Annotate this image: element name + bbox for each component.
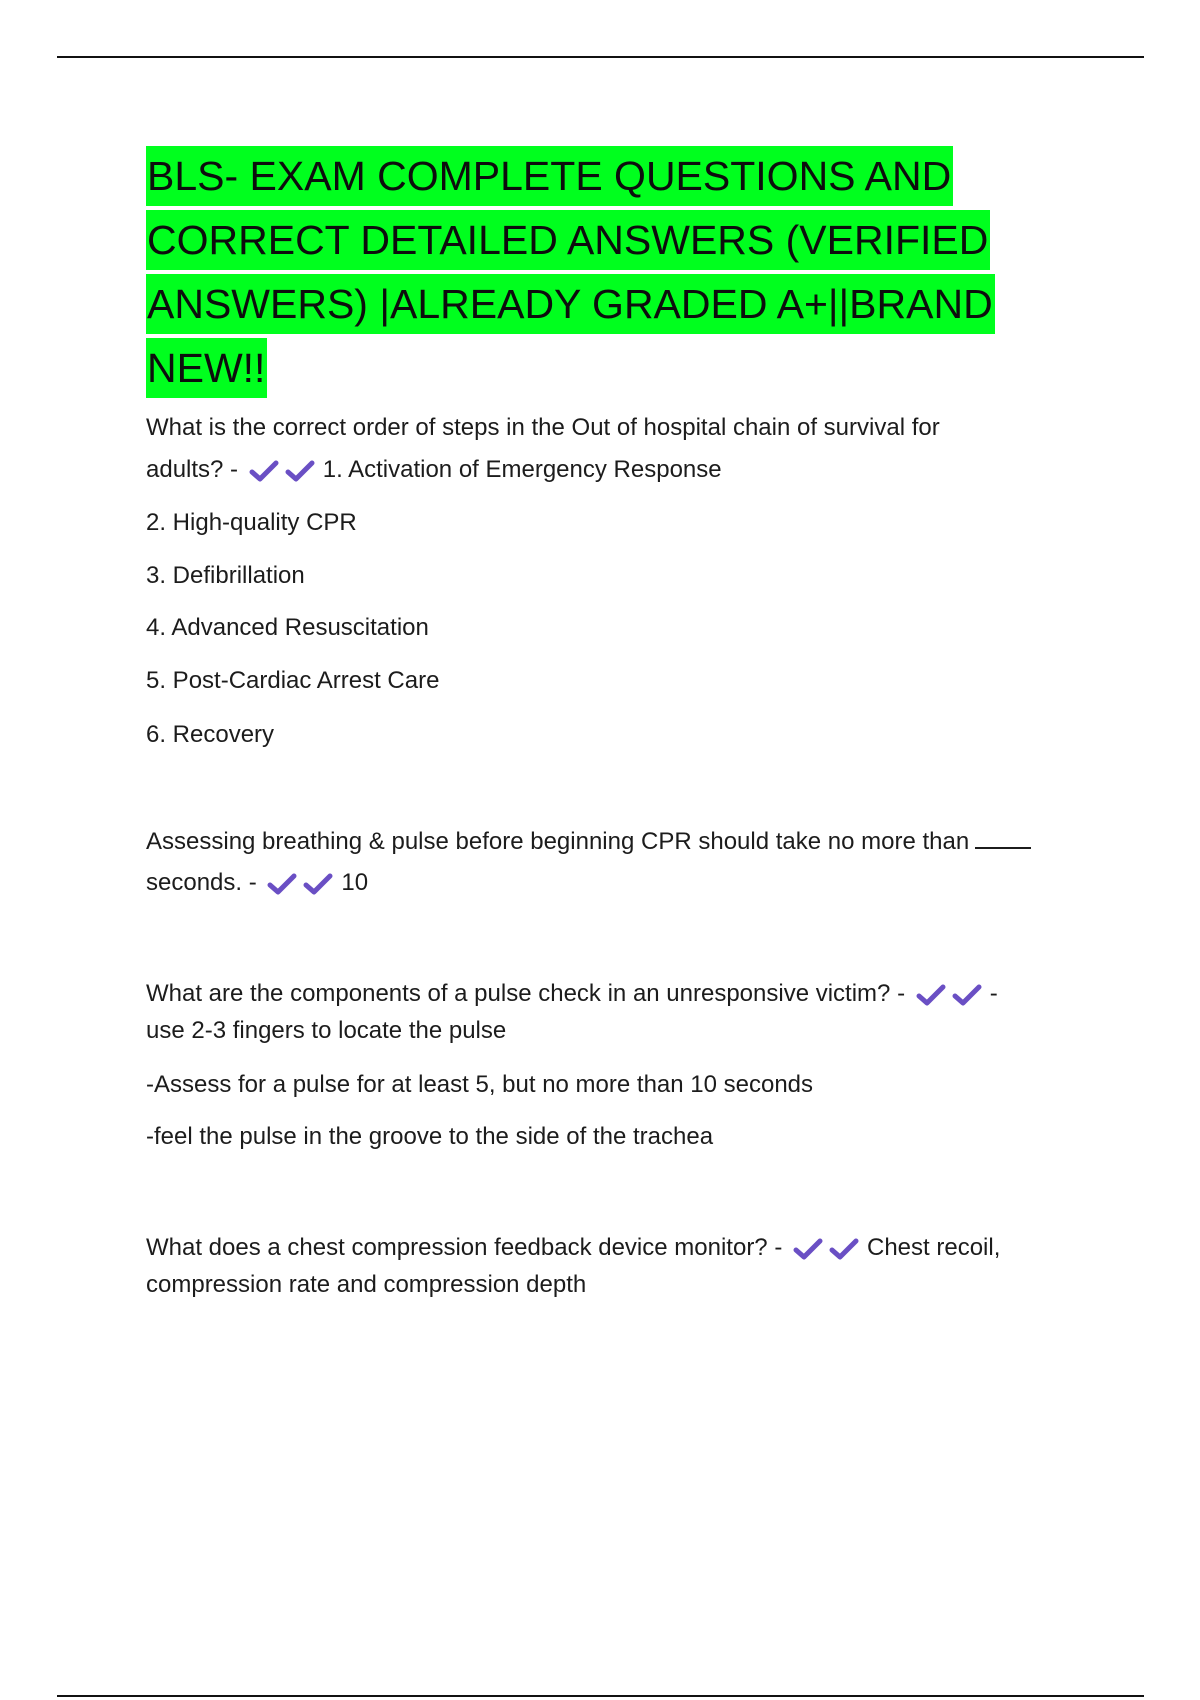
q2-prefix: seconds. -: [146, 869, 257, 896]
q3-answer-3: -feel the pulse in the groove to the side of the trachea: [146, 1123, 714, 1150]
q4-answer: Chest recoil,: [867, 1234, 1001, 1261]
title-line-3: ANSWERS) |ALREADY GRADED A+||BRAND: [146, 274, 995, 334]
q3-question-text: What are the components of a pulse check in an unresponsive victim? -: [146, 980, 906, 1007]
checkmark-icon: [303, 873, 333, 895]
checkmark-icon: [829, 1238, 859, 1260]
q2-answer: 10: [341, 869, 369, 896]
checkmark-icon: [285, 460, 315, 482]
q4-question-text: What does a chest compression feedback device monitor? -: [146, 1234, 783, 1261]
double-checkmark: [267, 870, 339, 898]
q3-answer-2: -Assess for a pulse for at least 5, but no more than 10 seconds: [146, 1071, 814, 1098]
q2-question-text: Assessing breathing & pulse before beginning CPR should take no more than: [146, 828, 970, 855]
q1-step: 3. Defibrillation: [146, 562, 305, 589]
q1-prefix: adults? -: [146, 456, 239, 483]
q4-answer-continued: compression rate and compression depth: [146, 1271, 587, 1298]
q2-question: [146, 828, 1031, 856]
bottom-rule: [57, 1695, 1144, 1697]
q2-answer-line: [146, 869, 368, 898]
q1-answer: 1. Activation of Emergency Response: [322, 456, 722, 483]
answer-blank: [975, 829, 1031, 849]
title-line-1: BLS- EXAM COMPLETE QUESTIONS AND: [146, 146, 953, 206]
checkmark-icon: [916, 984, 946, 1006]
double-checkmark: [793, 1235, 865, 1263]
q1-question: What is the correct order of steps in the Out of hospital chain of survival for: [146, 414, 940, 441]
q1-answer-line: [146, 456, 722, 485]
q1-step: 5. Post-Cardiac Arrest Care: [146, 667, 440, 694]
checkmark-icon: [952, 984, 982, 1006]
q1-step: 4. Advanced Resuscitation: [146, 614, 429, 641]
title-line-4: NEW!!: [146, 338, 267, 398]
q1-step: 6. Recovery: [146, 721, 275, 748]
q3-suffix: -: [989, 980, 998, 1007]
double-checkmark: [249, 457, 321, 485]
q1-step: 2. High-quality CPR: [146, 509, 357, 536]
checkmark-icon: [793, 1238, 823, 1260]
double-checkmark: [916, 981, 988, 1009]
q3-answer-1: use 2-3 fingers to locate the pulse: [146, 1017, 507, 1044]
q4-question: [146, 1234, 1000, 1263]
checkmark-icon: [249, 460, 279, 482]
q3-question: [146, 980, 998, 1009]
title-line-2: CORRECT DETAILED ANSWERS (VERIFIED: [146, 210, 990, 270]
top-rule: [57, 56, 1144, 58]
checkmark-icon: [267, 873, 297, 895]
